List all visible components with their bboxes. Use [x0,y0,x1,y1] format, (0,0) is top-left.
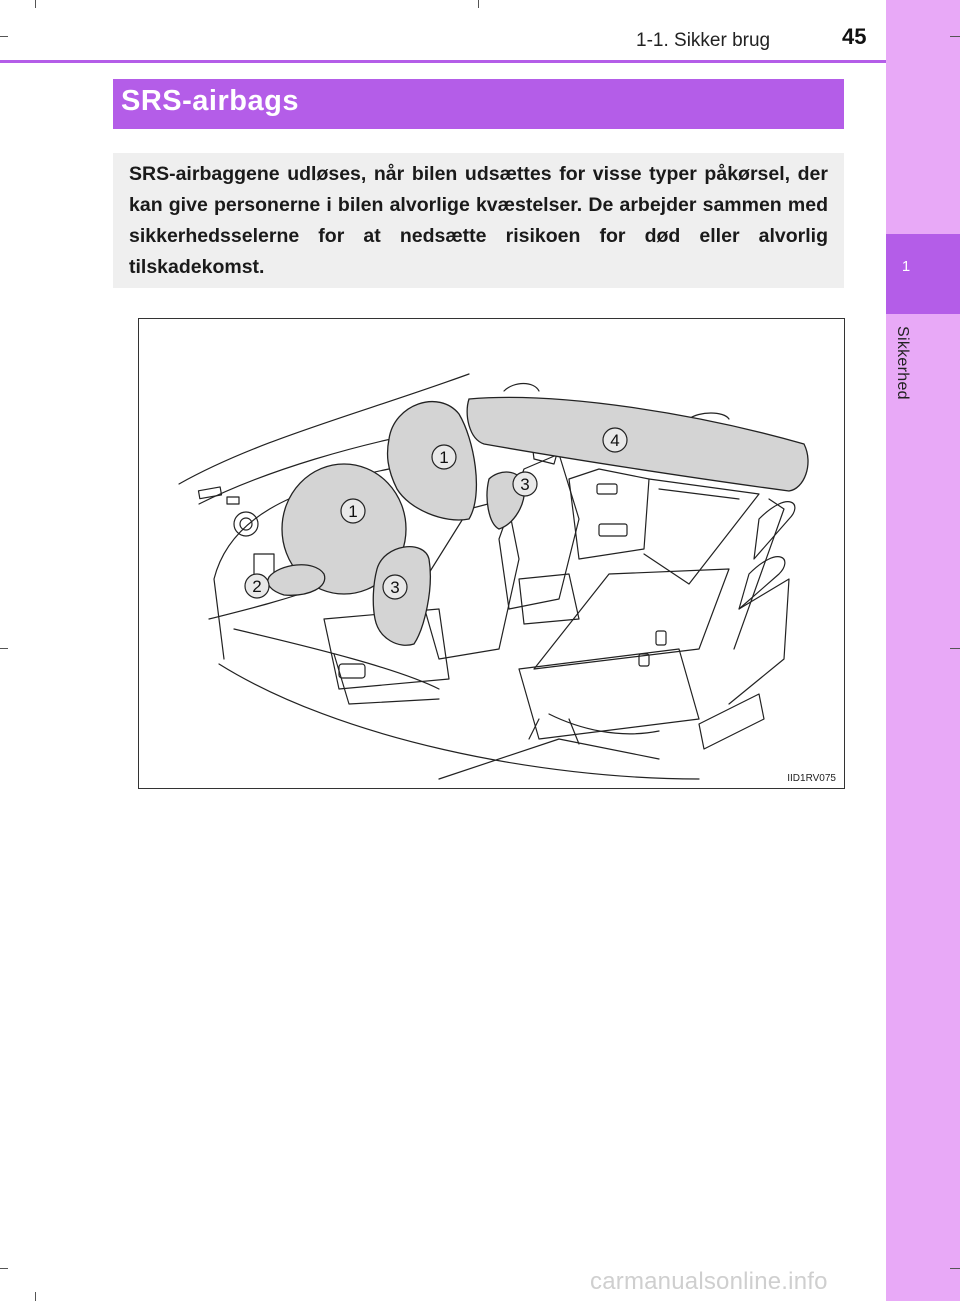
car-interior-drawing [139,319,845,789]
crop-mark [0,36,8,37]
section-title: SRS-airbags [121,85,299,117]
watermark: carmanualsonline.info [590,1268,828,1295]
knee-airbag-shape [268,565,325,595]
svg-text:4: 4 [610,431,620,450]
callout-1-lower [341,499,365,523]
chapter-side-tab [886,0,960,1301]
page-number: 45 [842,24,867,49]
crop-mark [0,1268,8,1269]
svg-text:3: 3 [520,475,530,494]
crop-mark [0,648,8,649]
svg-text:1: 1 [348,502,358,521]
svg-text:3: 3 [390,578,400,597]
header-divider [0,60,886,63]
section-reference: 1-1. Sikker brug [636,30,771,51]
callout-1-upper [432,445,456,469]
section-title-bar [113,79,844,129]
callout-3-rear [513,472,537,496]
crop-mark [950,36,960,37]
crop-mark [35,1292,36,1301]
crop-mark [478,0,479,8]
crop-mark [35,0,36,8]
callout-4 [603,428,627,452]
intro-box [113,153,844,288]
chapter-label: Sikkerhed [894,326,911,400]
crop-mark [950,1268,960,1269]
svg-text:1: 1 [439,448,449,467]
intro-text: SRS-airbaggene udløses, når bilen udsættes for visse typer påkørsel, der kan give personerne i bilen alvorlige kvæstelser. De arbejder sammen med sikkerhedsselerne for at nedsætte risikoen for død eller alvorlig tilskadekomst. [129,163,828,278]
airbag-illustration [138,318,845,789]
callout-2 [245,574,269,598]
crop-mark [950,648,960,649]
figure-code: IID1RV075 [787,773,836,784]
chapter-number: 1 [901,258,911,275]
svg-text:2: 2 [252,577,262,596]
callout-3-front [383,575,407,599]
